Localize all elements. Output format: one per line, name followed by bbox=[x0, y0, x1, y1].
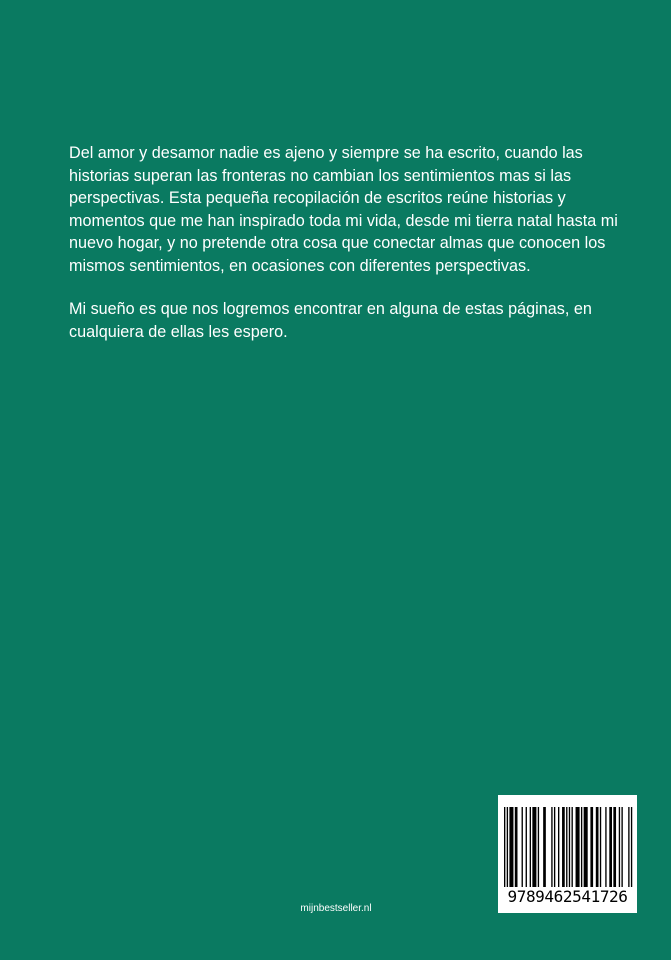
barcode-bar-26 bbox=[613, 807, 616, 887]
barcode-bar-10 bbox=[543, 807, 546, 887]
publisher-url: mijnbestseller.nl bbox=[300, 903, 372, 914]
barcode-bar-15 bbox=[566, 807, 567, 887]
barcode-bar-14 bbox=[562, 807, 565, 887]
barcode-bar-1 bbox=[504, 807, 505, 887]
barcode-bar-24 bbox=[605, 807, 606, 887]
barcode-bar-23 bbox=[600, 807, 601, 887]
blurb-paragraph-2: Mi sueño es que nos logremos encontrar en alguna de estas páginas, en cualquiera de ellas les espero. bbox=[69, 300, 592, 341]
barcode-bar-6 bbox=[526, 807, 527, 887]
barcode-bar-4 bbox=[515, 807, 518, 887]
barcode-bar-17 bbox=[572, 807, 573, 887]
barcode-bar-9 bbox=[538, 807, 539, 887]
barcode-bar-30 bbox=[631, 807, 632, 887]
barcode-bars bbox=[498, 795, 637, 887]
isbn-number: 9789462541726 bbox=[507, 887, 628, 906]
barcode-bar-25 bbox=[609, 807, 612, 887]
barcode-bar-12 bbox=[554, 807, 555, 887]
barcode-bar-29 bbox=[628, 807, 629, 887]
barcode-bar-16 bbox=[569, 807, 570, 887]
isbn-barcode bbox=[498, 795, 637, 913]
cover-blurb bbox=[69, 142, 629, 364]
barcode-bar-8 bbox=[532, 807, 536, 887]
barcode-bar-18 bbox=[576, 807, 580, 887]
barcode-bar-2 bbox=[507, 807, 508, 887]
barcode-bar-13 bbox=[558, 807, 559, 887]
barcode-bar-28 bbox=[621, 807, 622, 887]
barcode-bar-22 bbox=[596, 807, 599, 887]
barcode-bar-11 bbox=[551, 807, 552, 887]
barcode-bar-21 bbox=[590, 807, 593, 887]
barcode-bar-27 bbox=[619, 807, 620, 887]
blurb-paragraph-1: Del amor y desamor nadie es ajeno y siempre se ha escrito, cuando las historias superan las fronteras no cambian los sentimientos mas si las perspectivas. Esta pequeña recopilación de escritos reúne historias y momentos que me han inspirado toda mi vida, desde mi tierra natal hasta mi nuevo hogar, y no pretende otra cosa que conectar almas que conocen los mismos sentimientos, en ocasiones con diferentes perspectivas. bbox=[69, 144, 618, 275]
barcode-bar-19 bbox=[581, 807, 582, 887]
barcode-bar-20 bbox=[584, 807, 588, 887]
barcode-bar-3 bbox=[509, 807, 513, 887]
barcode-bar-5 bbox=[522, 807, 523, 887]
barcode-bar-7 bbox=[530, 807, 531, 887]
